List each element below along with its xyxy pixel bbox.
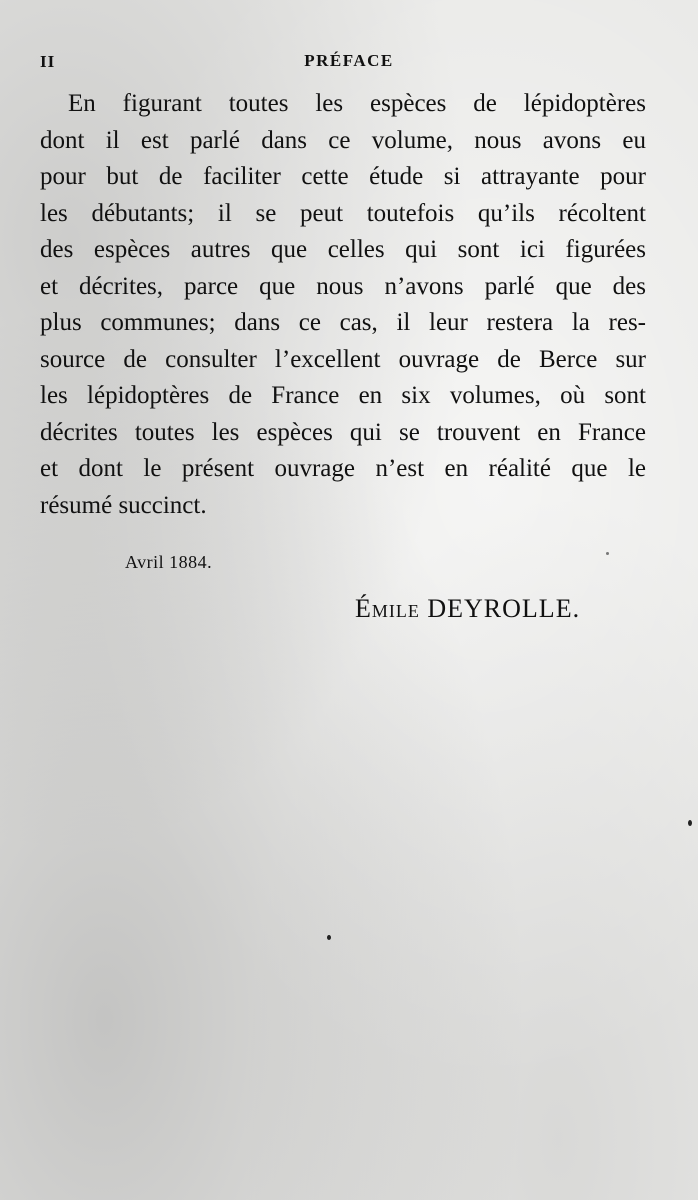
author-last-name: DEYROLLE.: [427, 594, 581, 623]
text-line: et dont le présent ouvrage n’est en réalité que le: [40, 455, 646, 482]
text-line: plus communes; dans ce cas, il leur restera la res-: [40, 309, 646, 336]
page-number: II: [40, 52, 56, 71]
running-title: PRÉFACE: [304, 51, 394, 70]
text-line: les lépidoptères de France en six volumes, où sont: [40, 382, 646, 409]
text-line: des espèces autres que celles qui sont ici figurées: [40, 236, 646, 263]
text-line: et décrites, parce que nous n’avons parlé que des: [40, 272, 646, 300]
text-line: décrites toutes les espèces qui se trouvent en France: [40, 418, 646, 446]
text-line: dont il est parlé dans ce volume, nous avons eu: [40, 126, 646, 154]
text-line: pour but de faciliter cette étude si attrayante pour: [40, 163, 646, 190]
author-first-name: Émile: [355, 594, 420, 623]
paper-speck: [327, 935, 331, 940]
preface-date: Avril 1884.: [125, 552, 213, 572]
preface-paragraph: [40, 86, 646, 524]
text-line: En figurant toutes les espèces de lépidoptères: [68, 90, 646, 117]
text-line: source de consulter l’excellent ouvrage de Berce sur: [40, 345, 646, 373]
paper-speck: [688, 820, 692, 826]
author-signature: [355, 594, 580, 624]
text-line: les débutants; il se peut toutefois qu’ils récoltent: [40, 199, 646, 227]
text-line: résumé succinct.: [40, 491, 207, 519]
paper-speck: [606, 552, 609, 555]
